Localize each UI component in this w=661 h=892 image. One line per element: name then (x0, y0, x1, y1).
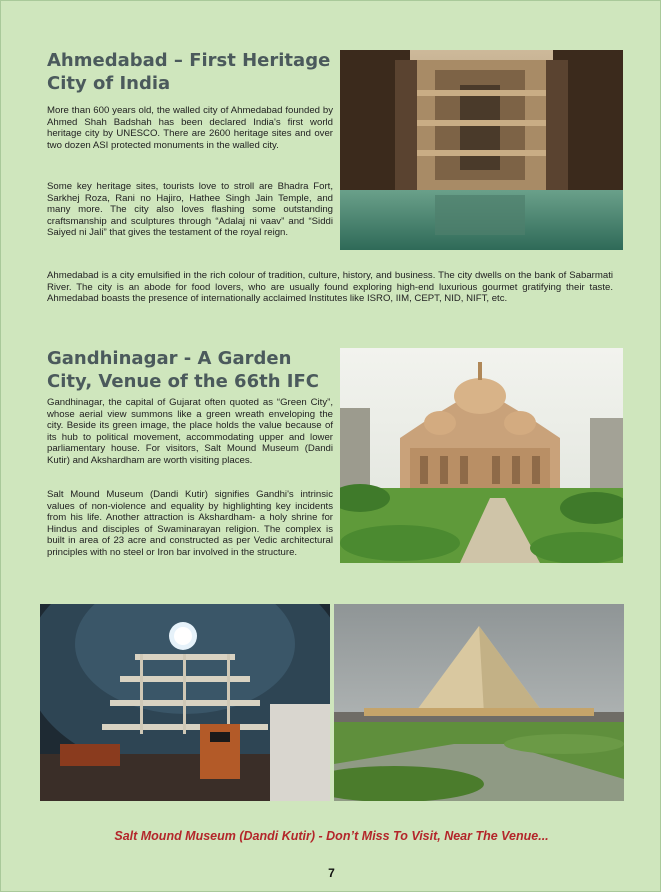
akshardham-photo (340, 348, 623, 563)
ahmedabad-heading: Ahmedabad – First Heritage City of India (47, 50, 331, 94)
ahmedabad-paragraph-2: Some key heritage sites, tourists love to stroll are Bhadra Fort, Sarkhej Roza, Rani no Hajiro, Hathee Singh Jain Temple, and many more. The city also loves flashing some outstanding craftsmanship and sculptures through “Adalaj ni vaav” and “Siddi Saiyed ni Jali” that gives the testament of the royal reign. (47, 181, 333, 239)
gandhinagar-paragraph-2: Salt Mound Museum (Dandi Kutir) signifies Gandhi's intrinsic values of non-violence and equality by highlighting key incidents from his life. Another attraction is Akshardham- a holy shrine for Hindus and disciples of Swaminarayan religion. The complex is built in area of 23 acre and constructed as per Vedic architectural principles with no steel or Iron bar involved in the structure. (47, 489, 333, 558)
page-number: 7 (328, 866, 335, 880)
gandhinagar-paragraph-1: Gandhinagar, the capital of Gujarat often quoted as “Green City”, whose aerial view summons like a green wreath enveloping the city. Beside its green image, the place holds the value because of its hub to political movement, accommodating upper and lower parliamentary house. For visitors, Salt Mound Museum (Dandi Kutir) and Akshardham are worth visiting places. (47, 397, 333, 466)
salt-mound-museum-interior-photo (40, 604, 330, 801)
ahmedabad-paragraph-1: More than 600 years old, the walled city of Ahmedabad founded by Ahmed Shah Badshah has been declared India's first world heritage city by UNESCO. There are 2600 heritage sites and over two dozen ASI protected monuments in the walled city. (47, 105, 333, 151)
stepwell-photo (340, 50, 623, 250)
salt-mound-museum-exterior-photo (334, 604, 624, 801)
gandhinagar-heading: Gandhinagar - A Garden City, Venue of the 66th IFC (47, 348, 319, 392)
photo-caption: Salt Mound Museum (Dandi Kutir) - Don’t Miss To Visit, Near The Venue... (114, 829, 549, 843)
ahmedabad-paragraph-3: Ahmedabad is a city emulsified in the rich colour of tradition, culture, history, and business. The city dwells on the bank of Sabarmati River. The city is an abode for food lovers, who are usually found exploring high-end luxurious gourmet gratifying their taste. Ahmedabad boasts the presence of internationally acclaimed Institutes like ISRO, IIM, CEPT, NID, NIFT, etc. (47, 270, 613, 305)
